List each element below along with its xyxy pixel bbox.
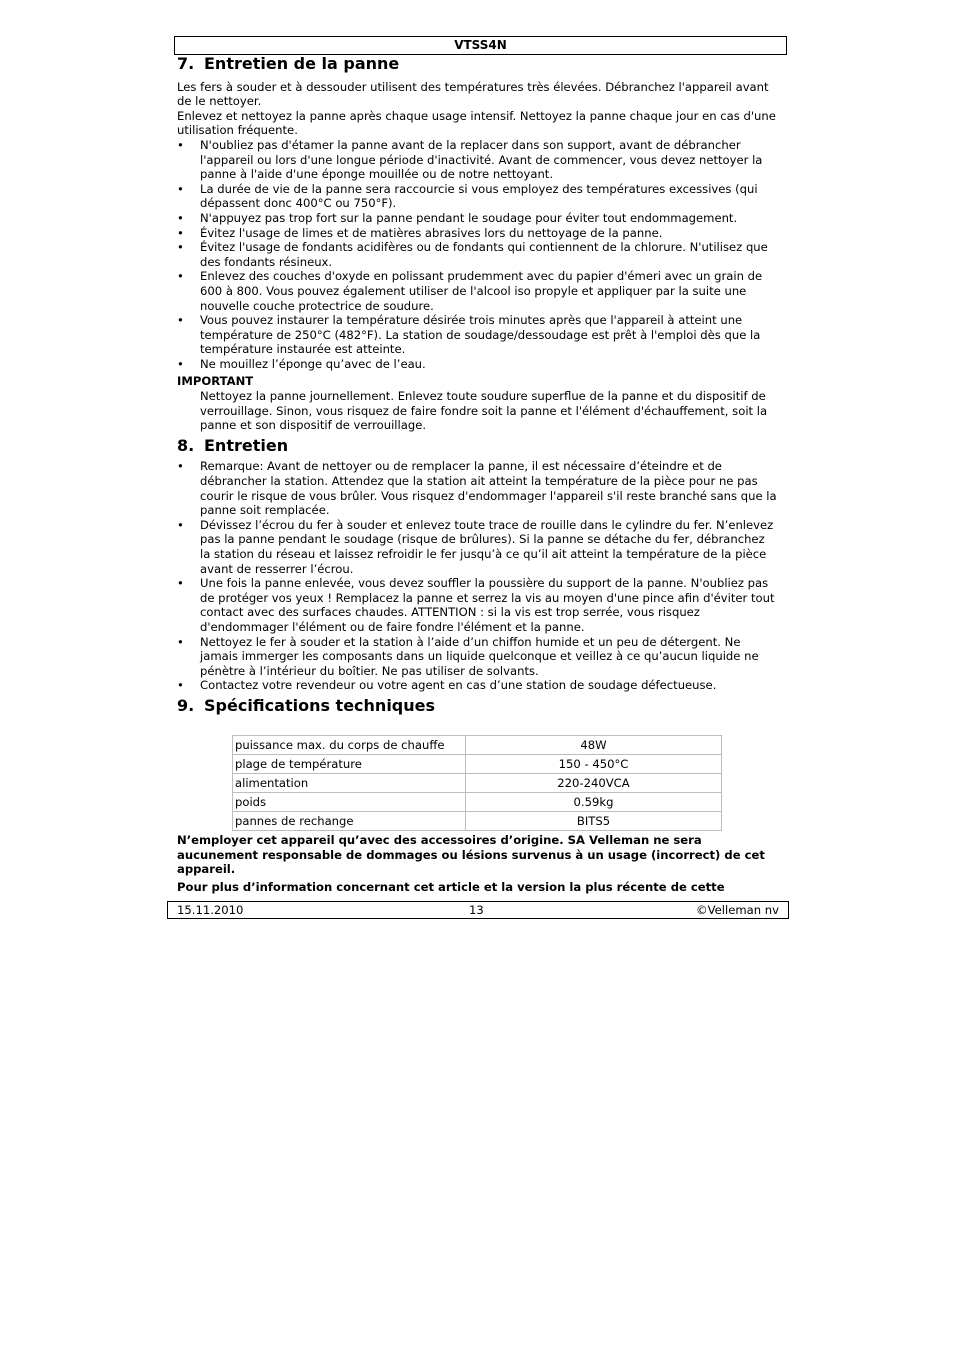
- bullet-icon: •: [177, 181, 184, 196]
- section-8-heading: [177, 435, 777, 455]
- spec-value: BITS5: [466, 812, 722, 831]
- bullet-icon: •: [177, 225, 184, 240]
- page-number: 13: [469, 903, 484, 917]
- header-model: VTSS4N: [174, 36, 787, 55]
- spec-label: pannes de rechange: [233, 812, 466, 831]
- list-item: [177, 357, 777, 372]
- section-7-heading: [177, 54, 777, 73]
- section-8-title: Entretien: [204, 435, 289, 455]
- table-row: [233, 774, 722, 793]
- accessories-note: N’employer cet appareil qu’avec des accessoires d’origine. SA Velleman ne sera aucunement responsable de dommages ou lésions survenus à un usage (incorrect) de cet appareil.: [177, 833, 765, 877]
- spec-value: 0.59kg: [466, 793, 722, 812]
- closing-notes: [177, 833, 777, 894]
- section-9-number: 9.: [177, 695, 195, 715]
- more-info-note: Pour plus d’information concernant cet article et la version la plus récente de cette: [177, 879, 725, 894]
- section-9-heading: [177, 695, 777, 715]
- list-item: [177, 240, 777, 269]
- bullet-icon: •: [177, 313, 184, 328]
- list-item-text: Évitez l'usage de fondants acidifères ou de fondants qui contiennent de la chlorure. N'utilisez que des fondants résineux.: [200, 240, 768, 269]
- list-item-text: La durée de vie de la panne sera raccourcie si vous employez des températures excessives (qui dépassent donc 400°C ou 750°F).: [200, 181, 758, 211]
- table-row: [233, 793, 722, 812]
- bullet-icon: •: [177, 137, 184, 152]
- list-item-text: Dévissez l’écrou du fer à souder et enlevez toute trace de rouille dans le cylindre du fer. N’enlevez pas la panne pendant le soudage (risque de brûlures). Si la panne se détache du fer, débranchez la station du réseau et laissez refroidir le fer jusqu’à ce qu’il ait atteint la température de la pièce avant de resserrer l’écrou.: [200, 517, 774, 576]
- list-item-text: Une fois la panne enlevée, vous devez souffler la poussière du support de la panne. N'oubliez pas de protéger vos yeux ! Remplacez la panne et serrez la vis au moyen d'une pince afin d'éviter tout contact avec des surfaces chaudes. ATTENTION : si la vis est trop serrée, vous risquez d'endommager l'élément ou de faire fondre l'élément et la panne.: [200, 576, 775, 634]
- section-7-intro-2: Enlevez et nettoyez la panne après chaque usage intensif. Nettoyez la panne chaque jour en cas d'une utilisation fréquente.: [177, 108, 776, 138]
- specifications-table: [232, 735, 722, 831]
- footer-copyright: ©Velleman nv: [696, 903, 779, 917]
- section-7-intro-1: Les fers à souder et à dessouder utilisent des températures très élevées. Débranchez l'appareil avant de le nettoyer.: [177, 79, 769, 109]
- list-item-text: Ne mouillez l’éponge qu’avec de l’eau.: [200, 356, 426, 371]
- important-text: Nettoyez la panne journellement. Enlevez toute soudure superflue de la panne et du dispositif de verrouillage. Sinon, vous risquez de faire fondre soit la panne et l'élément d'échauffement, soit la panne et son dispositif de verrouillage.: [200, 389, 768, 433]
- list-item: [177, 678, 777, 693]
- list-item: [177, 211, 777, 226]
- bullet-icon: •: [177, 356, 184, 371]
- section-7-title: Entretien de la panne: [204, 54, 400, 73]
- page-content: [177, 56, 777, 714]
- table-row: [233, 812, 722, 831]
- bullet-icon: •: [177, 517, 184, 532]
- list-item: [177, 138, 777, 182]
- list-item-text: Contactez votre revendeur ou votre agent en cas d’une station de soudage défectueuse.: [200, 678, 717, 693]
- list-item-text: Vous pouvez instaurer la température désirée trois minutes après que l'appareil à atteint une température de 250°C (482°F). La station de soudage/dessoudage est prêt à l'emploi dès que la température instaurée est atteinte.: [200, 313, 761, 357]
- spec-value: 150 - 450°C: [466, 755, 722, 774]
- list-item-text: Nettoyez le fer à souder et la station à l’aide d’un chiffon humide et un peu de détergent. Ne jamais immerger les composants dans un liquide quelconque et veillez à ce qu’aucun liquide ne pénètre à l’intérieur du boîtier. Ne pas utiliser de solvants.: [200, 634, 759, 678]
- list-item: [177, 226, 777, 241]
- list-item-text: N'oubliez pas d'étamer la panne avant de la replacer dans son support, avant de débrancher l'appareil ou lors d'une longue période d'inactivité. Avant de commencer, vous devez nettoyer la panne à l'aide d'une éponge mouillée ou de notre nettoyant.: [200, 137, 763, 182]
- spec-label: poids: [233, 793, 466, 812]
- table-row: [233, 736, 722, 755]
- bullet-icon: •: [177, 210, 184, 225]
- bullet-icon: •: [177, 240, 184, 255]
- list-item: [177, 576, 777, 634]
- list-item: [177, 269, 777, 313]
- footer: [167, 901, 789, 919]
- list-item-text: Enlevez des couches d'oxyde en polissant prudemment avec du papier d'émeri avec un grain de 600 à 800. Vous pouvez également utiliser de l'alcool iso propyle et appliquer par la suite une nouvelle couche protectrice de soudure.: [200, 269, 763, 313]
- bullet-icon: •: [177, 634, 184, 649]
- spec-label: plage de température: [233, 755, 466, 774]
- list-item-text: Remarque: Avant de nettoyer ou de remplacer la panne, il est nécessaire d’éteindre et de débrancher la station. Attendez que la station ait atteint la température de la pièce pour ne pas courir le risque de vous brûler. Vous risquez d'endommager l'appareil s'il reste branché sans que la panne soit remplacée.: [200, 459, 777, 518]
- spec-label: puissance max. du corps de chauffe: [233, 736, 466, 755]
- section-9-title: Spécifications techniques: [204, 695, 436, 715]
- section-7-number: 7.: [177, 54, 195, 73]
- list-item: [177, 635, 777, 679]
- list-item-text: Évitez l'usage de limes et de matières abrasives lors du nettoyage de la panne.: [200, 225, 663, 240]
- bullet-icon: •: [177, 576, 184, 591]
- bullet-icon: •: [177, 678, 184, 693]
- list-item: [177, 182, 777, 211]
- spec-value: 48W: [466, 736, 722, 755]
- important-label: IMPORTANT: [177, 374, 254, 389]
- spec-label: alimentation: [233, 774, 466, 793]
- bullet-icon: •: [177, 459, 184, 474]
- list-item: [177, 459, 777, 517]
- table-row: [233, 755, 722, 774]
- list-item: [177, 313, 777, 357]
- section-7-list: [177, 138, 777, 372]
- section-8-list: [177, 459, 777, 693]
- list-item: [177, 518, 777, 576]
- list-item-text: N'appuyez pas trop fort sur la panne pendant le soudage pour éviter tout endommagement.: [200, 210, 738, 225]
- spec-value: 220-240VCA: [466, 774, 722, 793]
- bullet-icon: •: [177, 269, 184, 284]
- section-8-number: 8.: [177, 435, 195, 455]
- footer-date: 15.11.2010: [177, 903, 244, 917]
